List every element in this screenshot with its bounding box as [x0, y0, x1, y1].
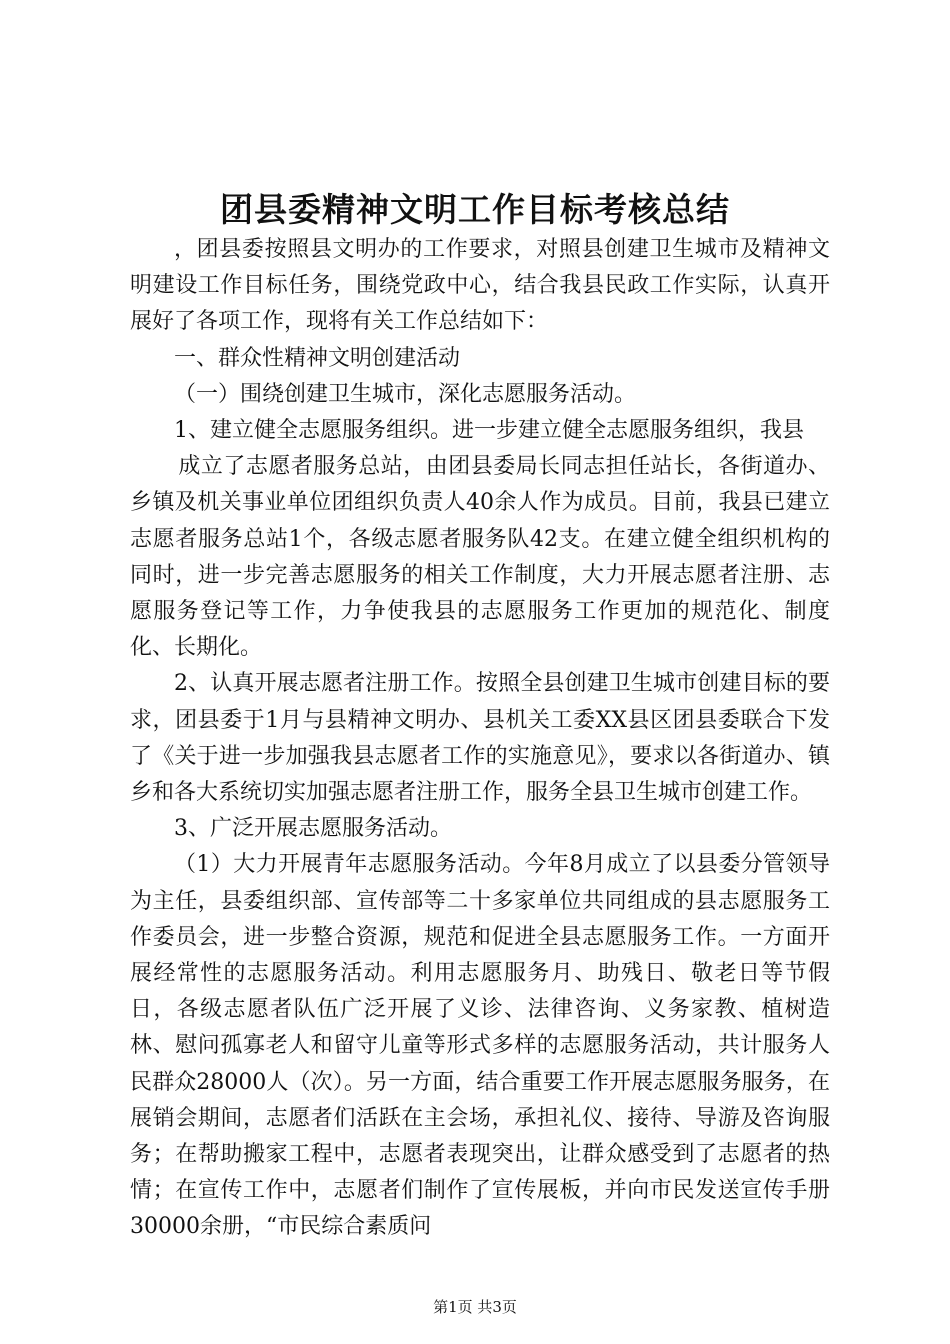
page-number-footer: 第1页 共3页 [433, 1298, 517, 1316]
subsection-heading: （一）围绕创建卫生城市，深化志愿服务活动。 [174, 381, 637, 407]
item-1-continued-paragraph: 成立了志愿者服务总站，由团县委局长同志担任站长，各街道办、乡镇及机关事业单位团组织负责人40余人作为成员。目前，我县已建立志愿者服务总站1个，各级志愿者服务队42支。在建立健全组织机构的同时，进一步完善志愿服务的相关工作制度，大力开展志愿者注册、志愿服务登记等工作，力争使我县的志愿服务工作更加的规范化、制度化、长期化。 [130, 454, 830, 661]
section-heading: 一、群众性精神文明创建活动 [174, 345, 461, 371]
item-3-heading: 3、广泛开展志愿服务活动。 [174, 816, 452, 842]
item-2-paragraph: 2、认真开展志愿者注册工作。按照全县创建卫生城市创建目标的要求，团县委于1月与县精神文明办、县机关工委XX县区团县委联合下发了《关于进一步加强我县志愿者工作的实施意见》，要求以各街道办、镇乡和各大系统切实加强志愿者注册工作，服务全县卫生城市创建工作。 [130, 671, 830, 806]
intro-paragraph: ，团县委按照县文明办的工作要求，对照县创建卫生城市及精神文明建设工作目标任务，围绕党政中心，结合我县民政工作实际，认真开展好了各项工作，现将有关工作总结如下： [130, 237, 830, 335]
document-title: 团县委精神文明工作目标考核总结 [220, 190, 730, 229]
item-1-paragraph: 1、建立健全志愿服务组织。进一步建立健全志愿服务组织，我县 [174, 418, 804, 444]
item-3-1-paragraph: （1）大力开展青年志愿服务活动。今年8月成立了以县委分管领导为主任，县委组织部、宣传部等二十多家单位共同组成的县志愿服务工作委员会，进一步整合资源，规范和促进全县志愿服务工作。一方面开展经常性的志愿服务活动。利用志愿服务月、助残日、敬老日等节假日，各级志愿者队伍广泛开展了义诊、法律咨询、义务家教、植树造林、慰问孤寡老人和留守儿童等形式多样的志愿服务活动，共计服务人民群众28000人（次）。另一方面，结合重要工作开展志愿服务服务，在展销会期间，志愿者们活跃在主会场，承担礼仪、接待、导游及咨询服务；在帮助搬家工程中，志愿者表现突出，让群众感受到了志愿者的热情；在宣传工作中，志愿者们制作了宣传展板，并向市民发送宣传手册30000余册，“市民综合素质问 [130, 852, 830, 1240]
document-body [130, 232, 830, 1246]
